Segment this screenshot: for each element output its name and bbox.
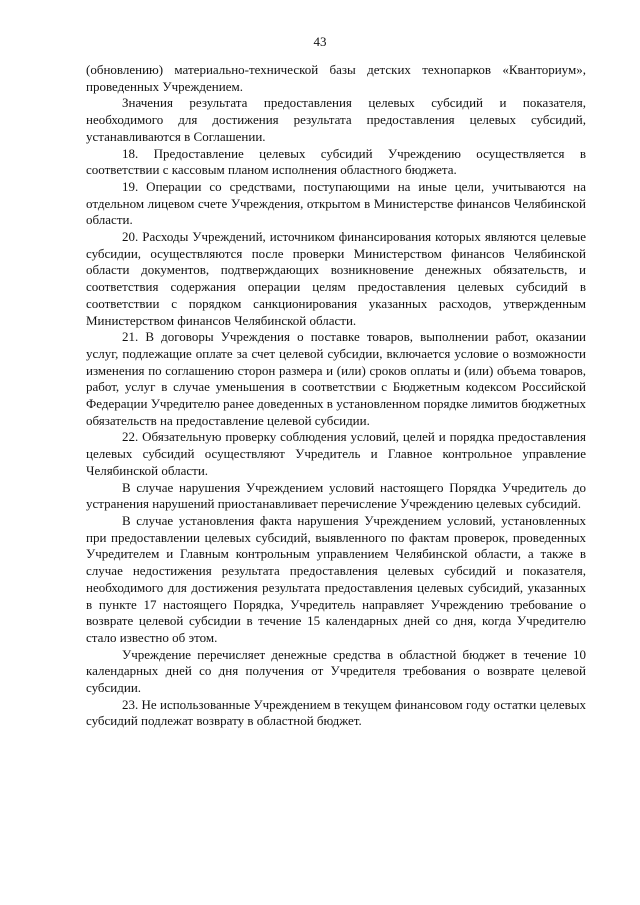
paragraph-20: 20. Расходы Учреждений, источником финансирования которых являются целевые субсидии, осуществляются после проверки Министерством финансов Челябинской области документов, подтверждающих возникновение денежных обязательств, и соответствия содержания операции целям предоставления целевых субсидий в соответствии с порядком санкционирования указанных расходов, утвержденным Министерством финансов Челябинской области.	[86, 229, 586, 328]
paragraph-violation-refund-demand: В случае установления факта нарушения Учреждением условий, установленных при предоставлении целевых субсидий, выявленного по фактам проверок, проведенных Учредителем и Главным контрольным управлением Челябинской области, а также в случае недостижения результата предоставления целевых субсидий и показателя, необходимого для достижения результата предоставления целевых субсидий, указанных в пункте 17 настоящего Порядка, Учредитель направляет Учреждению требование о возврате целевой субсидии в течение 15 календарных дней со дня, когда Учредителю стало известно об этом.	[86, 512, 586, 645]
paragraph-refund-transfer: Учреждение перечисляет денежные средства в областной бюджет в течение 10 календарных дней со дня получения от Учредителя требования о возврате целевой субсидии.	[86, 646, 586, 696]
paragraph-19: 19. Операции со средствами, поступающими на иные цели, учитываются на отдельном лицевом счете Учреждения, открытом в Министерстве финансов Челябинской области.	[86, 178, 586, 228]
document-body	[86, 62, 586, 730]
paragraph-22: 22. Обязательную проверку соблюдения условий, целей и порядка предоставления целевых субсидий осуществляют Учредитель и Главное контрольное управление Челябинской области.	[86, 429, 586, 478]
paragraph-23: 23. Не использованные Учреждением в текущем финансовом году остатки целевых субсидий подлежат возврату в областной бюджет.	[86, 696, 586, 729]
page-number: 43	[313, 34, 327, 49]
paragraph-21: 21. В договоры Учреждения о поставке товаров, выполнении работ, оказании услуг, подлежащие оплате за счет целевой субсидии, включается условие о возможности изменения по соглашению сторон размера и (или) сроков оплаты и (или) объема товаров, работ, услуг в случае уменьшения в соответствии с Бюджетным кодексом Российской Федерации Учредителю ранее доведенных в установленном порядке лимитов бюджетных обязательств на предоставление целевой субсидии.	[86, 329, 586, 428]
paragraph-18: 18. Предоставление целевых субсидий Учреждению осуществляется в соответствии с кассовым планом исполнения областного бюджета.	[86, 145, 586, 178]
paragraph-continuation: (обновлению) материально-технической базы детских технопарков «Кванториум», проведенных Учреждением.	[86, 62, 586, 94]
paragraph-violation-suspension: В случае нарушения Учреждением условий настоящего Порядка Учредитель до устранения нарушений приостанавливает перечисление Учреждению целевых субсидий.	[86, 479, 586, 512]
paragraph-result-values: Значения результата предоставления целевых субсидий и показателя, необходимого для достижения результата предоставления целевых субсидий, устанавливаются в Соглашении.	[86, 95, 586, 144]
